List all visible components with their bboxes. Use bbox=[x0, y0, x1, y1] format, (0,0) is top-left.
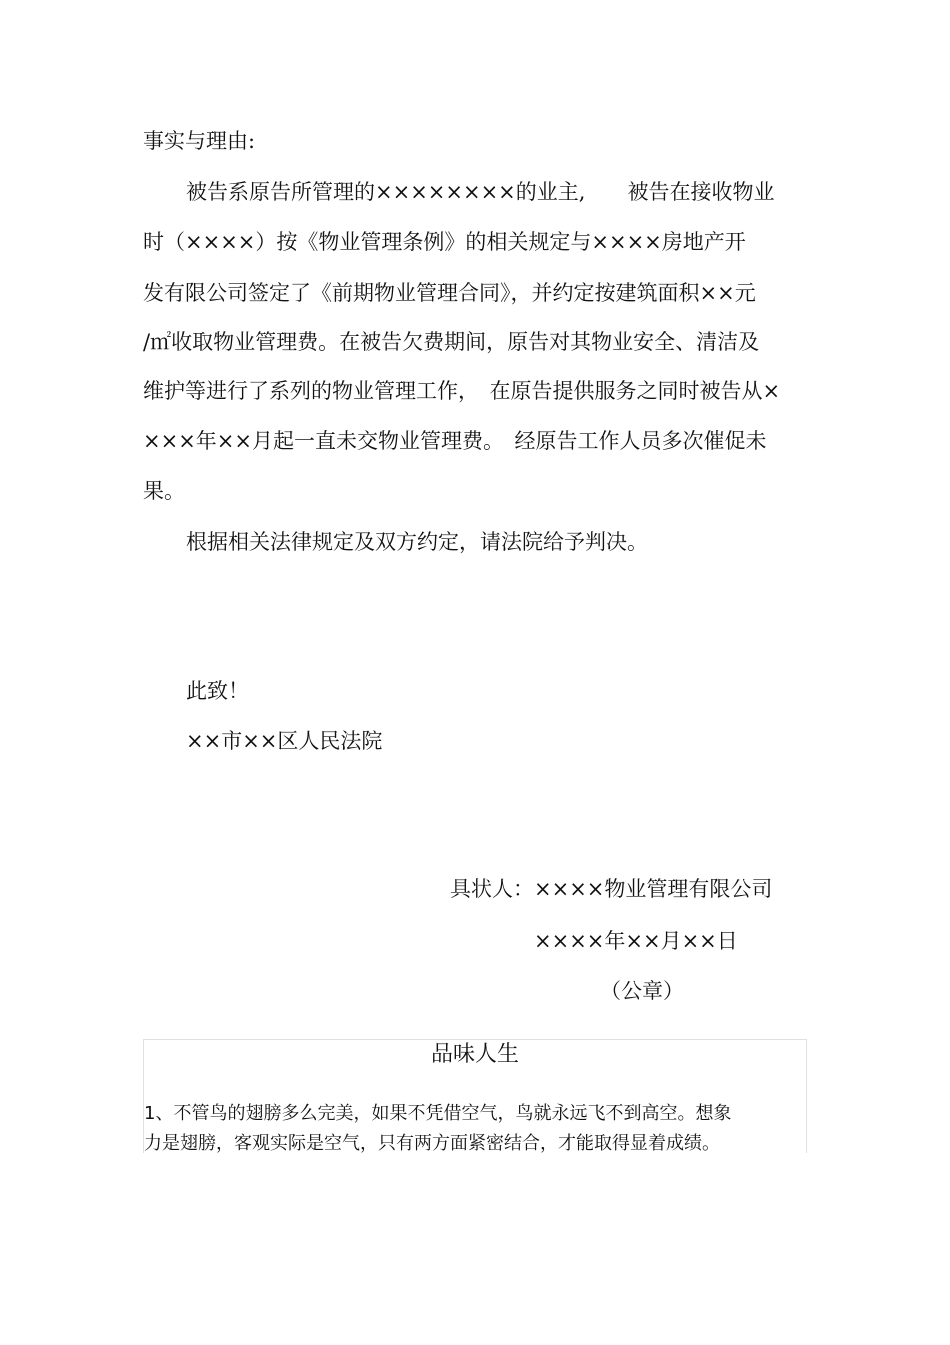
quote-box-title: 品味人生 bbox=[430, 1042, 519, 1067]
salutation: 此致！ bbox=[186, 679, 249, 703]
facts-line-7: 果。 bbox=[143, 479, 185, 503]
quote-line-1: 1、不管鸟的翅膀多么完美，如果不凭借空气，鸟就永远飞不到高空。想象 bbox=[144, 1103, 732, 1124]
facts-line-6: ×××年××月起一直未交物业管理费。 经原告工作人员多次催促未 bbox=[143, 429, 767, 453]
request-paragraph: 根据相关法律规定及双方约定，请法院给予判决。 bbox=[186, 530, 648, 554]
facts-line-4: /㎡收取物业管理费。在被告欠费期间，原告对其物业安全、清洁及 bbox=[143, 330, 760, 354]
facts-line-2: 时（××××）按《物业管理条例》的相关规定与××××房地产开 bbox=[143, 230, 746, 254]
facts-line-1: 被告系原告所管理的××××××××的业主, 被告在接收物业 bbox=[186, 180, 775, 204]
company-seal: （公章） bbox=[600, 979, 684, 1003]
section-heading: 事实与理由: bbox=[143, 129, 256, 153]
quote-line-2: 力是翅膀，客观实际是空气，只有两方面紧密结合，才能取得显着成绩。 bbox=[144, 1133, 720, 1154]
plaintiff-signature: 具状人：××××物业管理有限公司 bbox=[450, 877, 773, 901]
signature-date: ××××年××月××日 bbox=[534, 929, 738, 953]
court-name: ××市××区人民法院 bbox=[186, 729, 383, 753]
facts-line-3: 发有限公司签定了《前期物业管理合同》，并约定按建筑面积××元 bbox=[143, 281, 756, 305]
facts-line-5: 维护等进行了系列的物业管理工作， 在原告提供服务之同时被告从× bbox=[143, 379, 781, 403]
